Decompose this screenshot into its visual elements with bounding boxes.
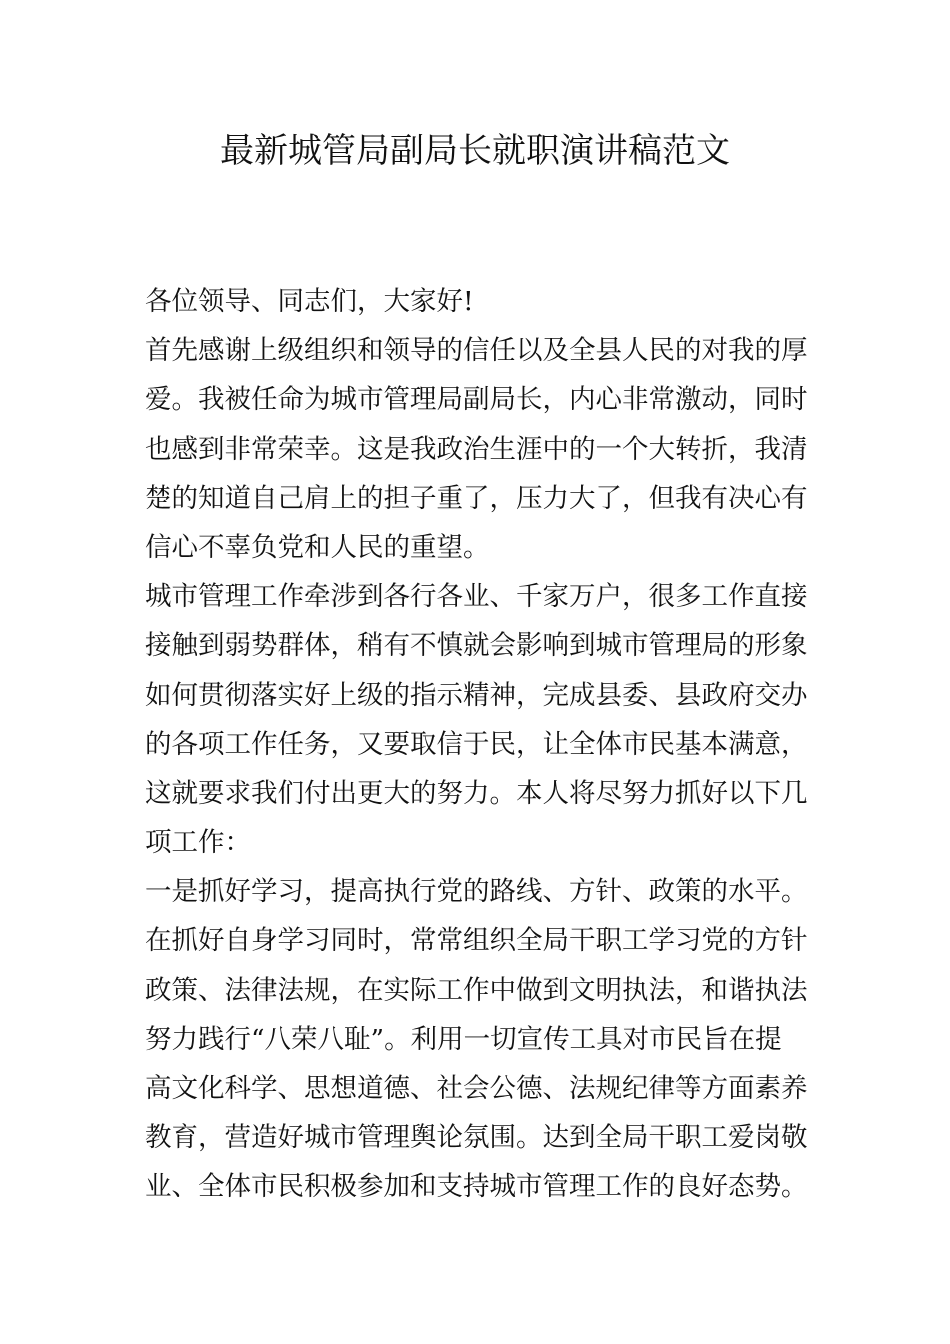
body-line: 如何贯彻落实好上级的指示精神，完成县委、县政府交办 xyxy=(145,679,808,711)
body-line: 这就要求我们付出更大的努力。本人将尽努力抓好以下几 xyxy=(145,777,808,809)
body-line: 楚的知道自己肩上的担子重了，压力大了，但我有决心有 xyxy=(145,482,808,514)
body-line: 城市管理工作牵涉到各行各业、千家万户，很多工作直接 xyxy=(145,581,808,613)
body-line: 信心不辜负党和人民的重望。 xyxy=(145,531,490,563)
body-line: 业、全体市民积极参加和支持城市管理工作的良好态势。 xyxy=(145,1171,808,1203)
document-title: 最新城管局副局长就职演讲稿范文 xyxy=(220,131,730,171)
body-line: 爱。我被任命为城市管理局副局长，内心非常激动，同时 xyxy=(145,384,808,416)
body-line: 高文化科学、思想道德、社会公德、法规纪律等方面素养 xyxy=(145,1073,808,1104)
body-line: 努力践行“八荣八耻”。利用一切宣传工具对市民旨在提 xyxy=(145,1023,782,1055)
body-line: 教育，营造好城市管理舆论氛围。达到全局干职工爱岗敬 xyxy=(145,1122,808,1154)
body-line: 一是抓好学习，提高执行党的路线、方针、政策的水平。 xyxy=(145,876,808,908)
document-body xyxy=(145,277,810,1212)
body-line: 接触到弱势群体，稍有不慎就会影响到城市管理局的形象 xyxy=(145,630,808,662)
body-line: 也感到非常荣幸。这是我政治生涯中的一个大转折，我清 xyxy=(145,433,808,465)
body-line: 首先感谢上级组织和领导的信任以及全县人民的对我的厚 xyxy=(145,335,808,367)
body-line: 政策、法律法规，在实际工作中做到文明执法，和谐执法 xyxy=(145,974,808,1006)
body-line: 在抓好自身学习同时，常常组织全局干职工学习党的方针 xyxy=(145,925,808,957)
body-line: 各位领导、同志们，大家好! xyxy=(145,286,474,317)
body-line: 的各项工作任务，又要取信于民，让全体市民基本满意， xyxy=(145,728,808,760)
body-line: 项工作： xyxy=(145,827,251,859)
